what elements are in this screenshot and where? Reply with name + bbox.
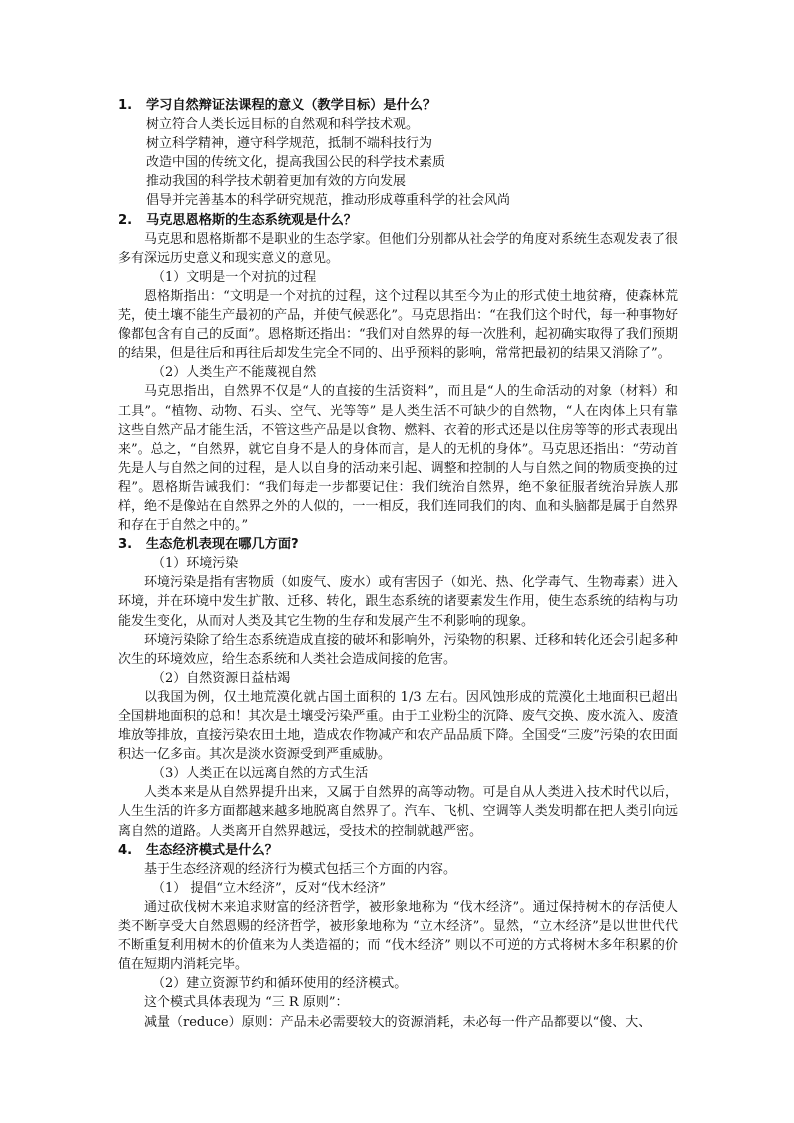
question-number: 1. (118, 98, 133, 113)
subheading: （1）文明是一个对抗的过程 (152, 269, 317, 285)
list-item: 改造中国的传统文化，提高我国公民的科学技术素质 (146, 155, 446, 171)
paragraph: 人类本来是从自然界提升出来，又属于自然界的高等动物。可是自从人类进入技术时代以后，人生生活的许多方面都越来越多地脱离自然界了。汽车、飞机、空调等人类发明都在把人类引向远离自然的道路。人类离开自然界越远，受技术的控制就越严密。 (118, 785, 678, 839)
subheading: （1） 提倡“立木经济”，反对“伐木经济” (152, 880, 386, 896)
paragraph: 这个模式具体表现为 “三 R 原则”： (144, 995, 349, 1011)
document-body (118, 96, 678, 1032)
paragraph: 以我国为例，仅土地荒漠化就占国土面积的 1/3 左右。因风蚀形成的荒漠化土地面积已超出全国耕地面积的总和！其次是土壤受污染严重。由于工业粉尘的沉降、废气交换、废水流入、废渣堆放等排放，直接污染农田土地，造成农作物减产和农产品品质下降。全国受“三废”污染的农田面积达一亿多亩。其次是淡水资源受到严重威胁。 (118, 689, 678, 763)
list-item: 推动我国的科学技术朝着更加有效的方向发展 (146, 174, 407, 190)
subheading: （2）建立资源节约和循环使用的经济模式。 (152, 976, 408, 992)
list-item: 树立科学精神，遵守科学规范，抵制不端科技行为 (146, 136, 433, 152)
question-title: 生态经济模式是什么？ (146, 842, 278, 858)
paragraph: 减量（reduce）原则：产品未必需要较大的资源消耗，未必每一件产品都要以“傻、大、 (144, 1014, 652, 1030)
list-item: 树立符合人类长远目标的自然观和科学技术观。 (146, 117, 420, 133)
question-2-heading (118, 211, 678, 230)
question-title: 生态危机表现在哪几方面? (146, 537, 299, 553)
paragraph: 环境污染是指有害物质（如废气、废水）或有害因子（如光、热、化学毒气、生物毒素）进入环境，并在环境中发生扩散、迁移、转化，跟生态系统的诸要素发生作用，使生态系统的结构与功能发生变化，从而对人类及其它生物的生存和发展产生不利影响的现象。 (118, 575, 678, 629)
subheading: （3）人类正在以远离自然的方式生活 (152, 766, 369, 782)
subheading: （2）自然资源日益枯竭 (152, 670, 291, 686)
question-title: 马克思恩格斯的生态系统观是什么？ (146, 212, 357, 228)
paragraph: 马克思指出，自然界不仅是“人的直接的生活资料”，而且是“人的生命活动的对象（材料）和工具”。“植物、动物、石头、空气、光等等” 是人类生活不可缺少的自然物，“人在肉体上只有靠这些自然产品才能生活，不管这些产品是以食物、燃料、衣着的形式还是以住房等等的形式表现出来”。总之，“自然界，就它自身不是人的身体而言，是人的无机的身体”。马克思还指出：“劳动首先是人与自然之间的过程，是人以自身的活动来引起、调整和控制的人与自然之间的物质变换的过程”。恩格斯告诫我们：“我们每走一步都要记住：我们统治自然界，绝不象征服者统治异族人那样，绝不是像站在自然界之外的人似的，一一相反，我们连同我们的肉、血和头脑都是属于自然界和存在于自然之中的。” (118, 384, 678, 534)
question-title: 学习自然辩证法课程的意义（教学目标）是什么？ (146, 98, 437, 113)
subheading: （1）环境污染 (152, 556, 239, 572)
paragraph: 马克思和恩格斯都不是职业的生态学家。但他们分别都从社会学的角度对系统生态观发表了很多有深远历史意义和现实意义的意见。 (118, 231, 678, 266)
paragraph: 环境污染除了给生态系统造成直接的破坏和影响外，污染物的积累、迁移和转化还会引起多种次生的环境效应，给生态系统和人类社会造成间接的危害。 (118, 632, 678, 667)
question-1-heading (118, 96, 678, 115)
list-item: 倡导并完善基本的科学研究规范，推动形成尊重科学的社会风尚 (146, 193, 511, 209)
paragraph: 通过砍伐树木来追求财富的经济哲学，被形象地称为 “伐木经济”。通过保持树木的存活使人类不断享受大自然恩赐的经济哲学，被形象地称为 “立木经济”。显然，“立木经济”是以世世代代不断重复利用树木的价值来为人类造福的；而 “伐木经济” 则以不可逆的方式将树木多年积累的价值在短期内消耗完毕。 (118, 899, 678, 973)
question-number: 4. (118, 842, 133, 858)
question-3-heading (118, 535, 678, 554)
question-number: 3. (118, 537, 133, 553)
paragraph: 恩格斯指出：“文明是一个对抗的过程，这个过程以其至今为止的形式使土地贫瘠，使森林荒芜，使土壤不能生产最初的产品，并使气候恶化”。马克思指出：“在我们这个时代，每一种事物好像都包含有自己的反面”。恩格斯还指出：“我们对自然界的每一次胜利，起初确实取得了我们预期的结果，但是往后和再往后却发生完全不同的、出乎预料的影响，常常把最初的结果又消除了”。 (118, 288, 678, 362)
paragraph: 基于生态经济观的经济行为模式包括三个方面的内容。 (144, 861, 457, 877)
question-4-heading (118, 841, 678, 860)
question-number: 2. (118, 212, 133, 228)
subheading: （2）人类生产不能蔑视自然 (152, 365, 317, 381)
